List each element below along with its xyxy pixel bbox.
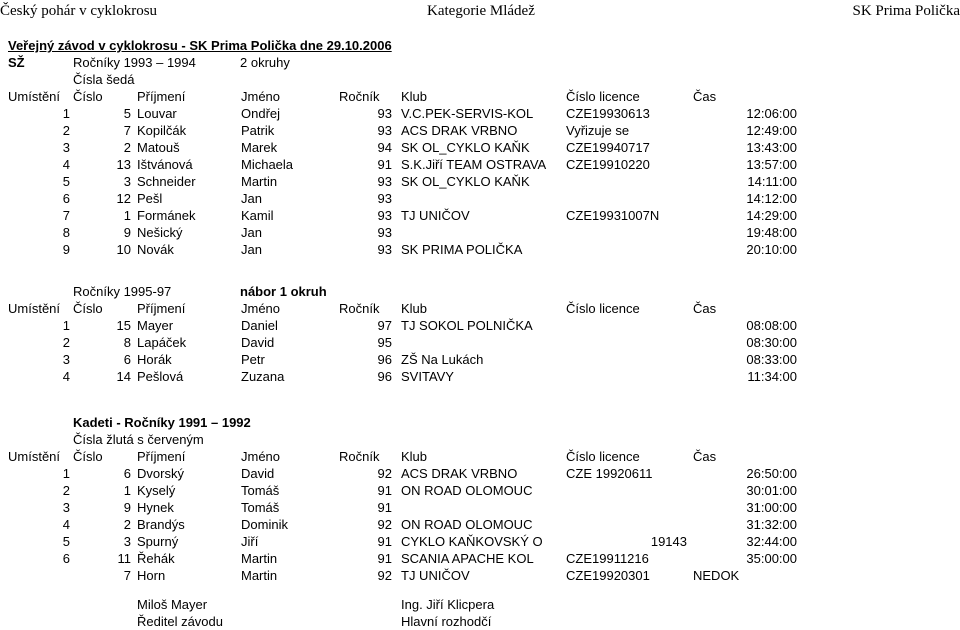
cell-number: 9 [124, 500, 131, 516]
table-row [0, 157, 960, 174]
header-center: Kategorie Mládež [427, 2, 535, 20]
cell-surname: Novák [137, 242, 174, 258]
cell-surname: Matouš [137, 140, 180, 156]
cell-place: 2 [63, 123, 70, 139]
column-header-place: Umístění [8, 301, 60, 317]
cell-firstname: Tomáš [241, 500, 279, 516]
cell-club: SK OL_CYKLO KAŇK [401, 140, 530, 156]
cell-year: 93 [378, 123, 392, 139]
cell-club: TJ UNIČOV [401, 208, 470, 224]
section2-laps: nábor 1 okruh [240, 284, 327, 300]
cell-place: 1 [63, 318, 70, 334]
cell-time: 13:43:00 [746, 140, 797, 156]
cell-place: 1 [63, 466, 70, 482]
cell-club: SK PRIMA POLIČKA [401, 242, 522, 258]
cell-club: ACS DRAK VRBNO [401, 466, 517, 482]
cell-year: 93 [378, 191, 392, 207]
table-row [0, 140, 960, 157]
column-header-row [0, 89, 960, 106]
cell-year: 93 [378, 225, 392, 241]
cell-time: 13:57:00 [746, 157, 797, 173]
cell-number: 6 [124, 352, 131, 368]
cell-club: SCANIA APACHE KOL [401, 551, 534, 567]
column-header-surname: Příjmení [137, 449, 185, 465]
table-row [0, 352, 960, 369]
cell-place: 3 [63, 500, 70, 516]
table-row [0, 568, 960, 585]
column-header-row [0, 301, 960, 318]
cell-number: 3 [124, 534, 131, 550]
cell-surname: Brandýs [137, 517, 185, 533]
cell-year: 91 [378, 157, 392, 173]
section2-years: Ročníky 1995-97 [73, 284, 171, 300]
cell-firstname: Martin [241, 568, 277, 584]
section3-note: Čísla žlutá s červeným [73, 432, 204, 448]
column-header-surname: Příjmení [137, 89, 185, 105]
header-left: Český pohár v cyklokrosu [0, 2, 157, 20]
cell-club: ACS DRAK VRBNO [401, 123, 517, 139]
cell-club: ON ROAD OLOMOUC [401, 483, 532, 499]
cell-year: 91 [378, 551, 392, 567]
column-header-place: Umístění [8, 449, 60, 465]
cell-license: CZE19920301 [566, 568, 650, 584]
column-header-time: Čas [693, 449, 716, 465]
table-row [0, 466, 960, 483]
column-header-number: Číslo [73, 301, 103, 317]
table-row [0, 318, 960, 335]
cell-year: 92 [378, 568, 392, 584]
signature-right-role: Hlavní rozhodčí [401, 614, 491, 630]
cell-time: 14:29:00 [746, 208, 797, 224]
cell-number: 8 [124, 335, 131, 351]
column-header-time: Čas [693, 89, 716, 105]
section3-title: Kadeti - Ročníky 1991 – 1992 [73, 415, 251, 431]
column-header-number: Číslo [73, 449, 103, 465]
cell-firstname: Zuzana [241, 369, 284, 385]
cell-time: 08:33:00 [746, 352, 797, 368]
cell-time: 08:08:00 [746, 318, 797, 334]
table-row [0, 500, 960, 517]
cell-year: 91 [378, 483, 392, 499]
column-header-firstname: Jméno [241, 89, 280, 105]
table-row [0, 517, 960, 534]
cell-license: CZE19931007N [566, 208, 659, 224]
cell-surname: Nešický [137, 225, 183, 241]
cell-year: 97 [378, 318, 392, 334]
cell-firstname: Jiří [241, 534, 258, 550]
cell-license: CZE 19920611 [566, 466, 653, 482]
cell-firstname: Kamil [241, 208, 274, 224]
cell-place: 5 [63, 174, 70, 190]
cell-firstname: Marek [241, 140, 277, 156]
cell-firstname: Jan [241, 225, 262, 241]
cell-firstname: Tomáš [241, 483, 279, 499]
table-row [0, 534, 960, 551]
cell-year: 94 [378, 140, 392, 156]
cell-number: 14 [117, 369, 131, 385]
cell-number: 11 [118, 551, 132, 567]
table-row [0, 191, 960, 208]
cell-license: 19143 [651, 534, 687, 550]
cell-firstname: Martin [241, 174, 277, 190]
cell-surname: Mayer [137, 318, 173, 334]
column-header-license: Číslo licence [566, 89, 640, 105]
cell-time: 31:32:00 [746, 517, 797, 533]
cell-club: ZŠ Na Lukách [401, 352, 483, 368]
page-title: Veřejný závod v cyklokrosu - SK Prima Polička dne 29.10.2006 [8, 38, 392, 54]
table-row [0, 106, 960, 123]
cell-firstname: David [241, 466, 274, 482]
cell-number: 2 [124, 517, 131, 533]
cell-number: 3 [124, 174, 131, 190]
cell-club: TJ SOKOL POLNIČKA [401, 318, 533, 334]
cell-firstname: Dominik [241, 517, 288, 533]
table-row [0, 208, 960, 225]
cell-surname: Schneider [137, 174, 196, 190]
cell-surname: Řehák [137, 551, 175, 567]
column-header-number: Číslo [73, 89, 103, 105]
cell-number: 15 [117, 318, 131, 334]
cell-place: 7 [63, 208, 70, 224]
column-header-firstname: Jméno [241, 449, 280, 465]
cell-place: 4 [63, 369, 70, 385]
cell-year: 96 [378, 369, 392, 385]
cell-number: 1 [124, 483, 131, 499]
cell-time: 12:49:00 [746, 123, 797, 139]
cell-year: 93 [378, 242, 392, 258]
cell-time: 19:48:00 [746, 225, 797, 241]
cell-place: 9 [63, 242, 70, 258]
section1-note: Čísla šedá [73, 72, 134, 88]
table-row [0, 242, 960, 259]
cell-time: 08:30:00 [746, 335, 797, 351]
cell-year: 92 [378, 466, 392, 482]
cell-time: 26:50:00 [746, 466, 797, 482]
table-row [0, 335, 960, 352]
cell-surname: Kopilčák [137, 123, 186, 139]
cell-surname: Hynek [137, 500, 174, 516]
column-header-license: Číslo licence [566, 449, 640, 465]
table-row [0, 551, 960, 568]
table-row [0, 123, 960, 140]
cell-license: Vyřizuje se [566, 123, 629, 139]
cell-surname: Horák [137, 352, 172, 368]
cell-year: 93 [378, 208, 392, 224]
cell-time: 20:10:00 [746, 242, 797, 258]
column-header-place: Umístění [8, 89, 60, 105]
cell-place: 6 [63, 191, 70, 207]
cell-year: 93 [378, 106, 392, 122]
cell-time: 31:00:00 [746, 500, 797, 516]
cell-time: 14:12:00 [746, 191, 797, 207]
cell-club: TJ UNIČOV [401, 568, 470, 584]
signature-left-name: Miloš Mayer [137, 597, 207, 613]
cell-firstname: Ondřej [241, 106, 280, 122]
cell-place: 4 [63, 157, 70, 173]
cell-time: 35:00:00 [746, 551, 797, 567]
column-header-club: Klub [401, 89, 427, 105]
cell-time: 11:34:00 [747, 369, 797, 385]
cell-year: 92 [378, 517, 392, 533]
cell-number: 2 [124, 140, 131, 156]
cell-surname: Lapáček [137, 335, 186, 351]
section1-laps: 2 okruhy [240, 55, 290, 71]
cell-time: 12:06:00 [746, 106, 797, 122]
cell-club: SK OL_CYKLO KAŇK [401, 174, 530, 190]
cell-number: 13 [117, 157, 131, 173]
column-header-year: Ročník [339, 301, 379, 317]
column-header-club: Klub [401, 449, 427, 465]
section1-years: Ročníky 1993 – 1994 [73, 55, 196, 71]
cell-surname: Pešl [137, 191, 162, 207]
cell-surname: Pešlová [137, 369, 183, 385]
cell-time: 32:44:00 [746, 534, 797, 550]
cell-year: 95 [378, 335, 392, 351]
cell-place: 6 [63, 551, 70, 567]
cell-firstname: Patrik [241, 123, 274, 139]
column-header-year: Ročník [339, 89, 379, 105]
cell-license: CZE19911216 [566, 551, 649, 567]
cell-place: 8 [63, 225, 70, 241]
column-header-year: Ročník [339, 449, 379, 465]
column-header-row [0, 449, 960, 466]
cell-surname: Kyselý [137, 483, 175, 499]
cell-place: 5 [63, 534, 70, 550]
cell-number: 10 [117, 242, 131, 258]
column-header-firstname: Jméno [241, 301, 280, 317]
cell-time: NEDOK [693, 568, 739, 584]
cell-place: 4 [63, 517, 70, 533]
column-header-license: Číslo licence [566, 301, 640, 317]
column-header-club: Klub [401, 301, 427, 317]
cell-place: 3 [63, 140, 70, 156]
cell-surname: Horn [137, 568, 165, 584]
section1-code: SŽ [8, 55, 25, 71]
cell-club: V.C.PEK-SERVIS-KOL [401, 106, 533, 122]
table-row [0, 174, 960, 191]
cell-number: 12 [117, 191, 131, 207]
cell-year: 91 [378, 500, 392, 516]
cell-firstname: Daniel [241, 318, 278, 334]
cell-club: CYKLO KAŇKOVSKÝ O [401, 534, 543, 550]
cell-number: 9 [124, 225, 131, 241]
cell-firstname: Petr [241, 352, 265, 368]
cell-surname: Spurný [137, 534, 178, 550]
column-header-surname: Příjmení [137, 301, 185, 317]
cell-firstname: Jan [241, 191, 262, 207]
header-right: SK Prima Polička [853, 2, 960, 20]
cell-firstname: David [241, 335, 274, 351]
cell-club: ON ROAD OLOMOUC [401, 517, 532, 533]
cell-place: 1 [63, 106, 70, 122]
column-header-time: Čas [693, 301, 716, 317]
cell-number: 6 [124, 466, 131, 482]
cell-license: CZE19930613 [566, 106, 650, 122]
cell-number: 7 [124, 568, 131, 584]
cell-number: 5 [124, 106, 131, 122]
signature-right-name: Ing. Jiří Klicpera [401, 597, 494, 613]
cell-surname: Ištvánová [137, 157, 193, 173]
cell-place: 3 [63, 352, 70, 368]
cell-firstname: Martin [241, 551, 277, 567]
cell-club: SVITAVY [401, 369, 454, 385]
cell-club: S.K.Jiří TEAM OSTRAVA [401, 157, 546, 173]
cell-number: 7 [124, 123, 131, 139]
cell-surname: Louvar [137, 106, 177, 122]
cell-firstname: Jan [241, 242, 262, 258]
cell-number: 1 [124, 208, 131, 224]
cell-license: CZE19910220 [566, 157, 650, 173]
table-row [0, 225, 960, 242]
cell-time: 30:01:00 [746, 483, 797, 499]
table-row [0, 369, 960, 386]
cell-place: 2 [63, 335, 70, 351]
signature-left-role: Ředitel závodu [137, 614, 223, 630]
table-row [0, 483, 960, 500]
cell-year: 93 [378, 174, 392, 190]
cell-place: 2 [63, 483, 70, 499]
cell-year: 96 [378, 352, 392, 368]
cell-surname: Formánek [137, 208, 196, 224]
cell-surname: Dvorský [137, 466, 184, 482]
cell-license: CZE19940717 [566, 140, 650, 156]
cell-year: 91 [378, 534, 392, 550]
cell-time: 14:11:00 [747, 174, 797, 190]
cell-firstname: Michaela [241, 157, 293, 173]
